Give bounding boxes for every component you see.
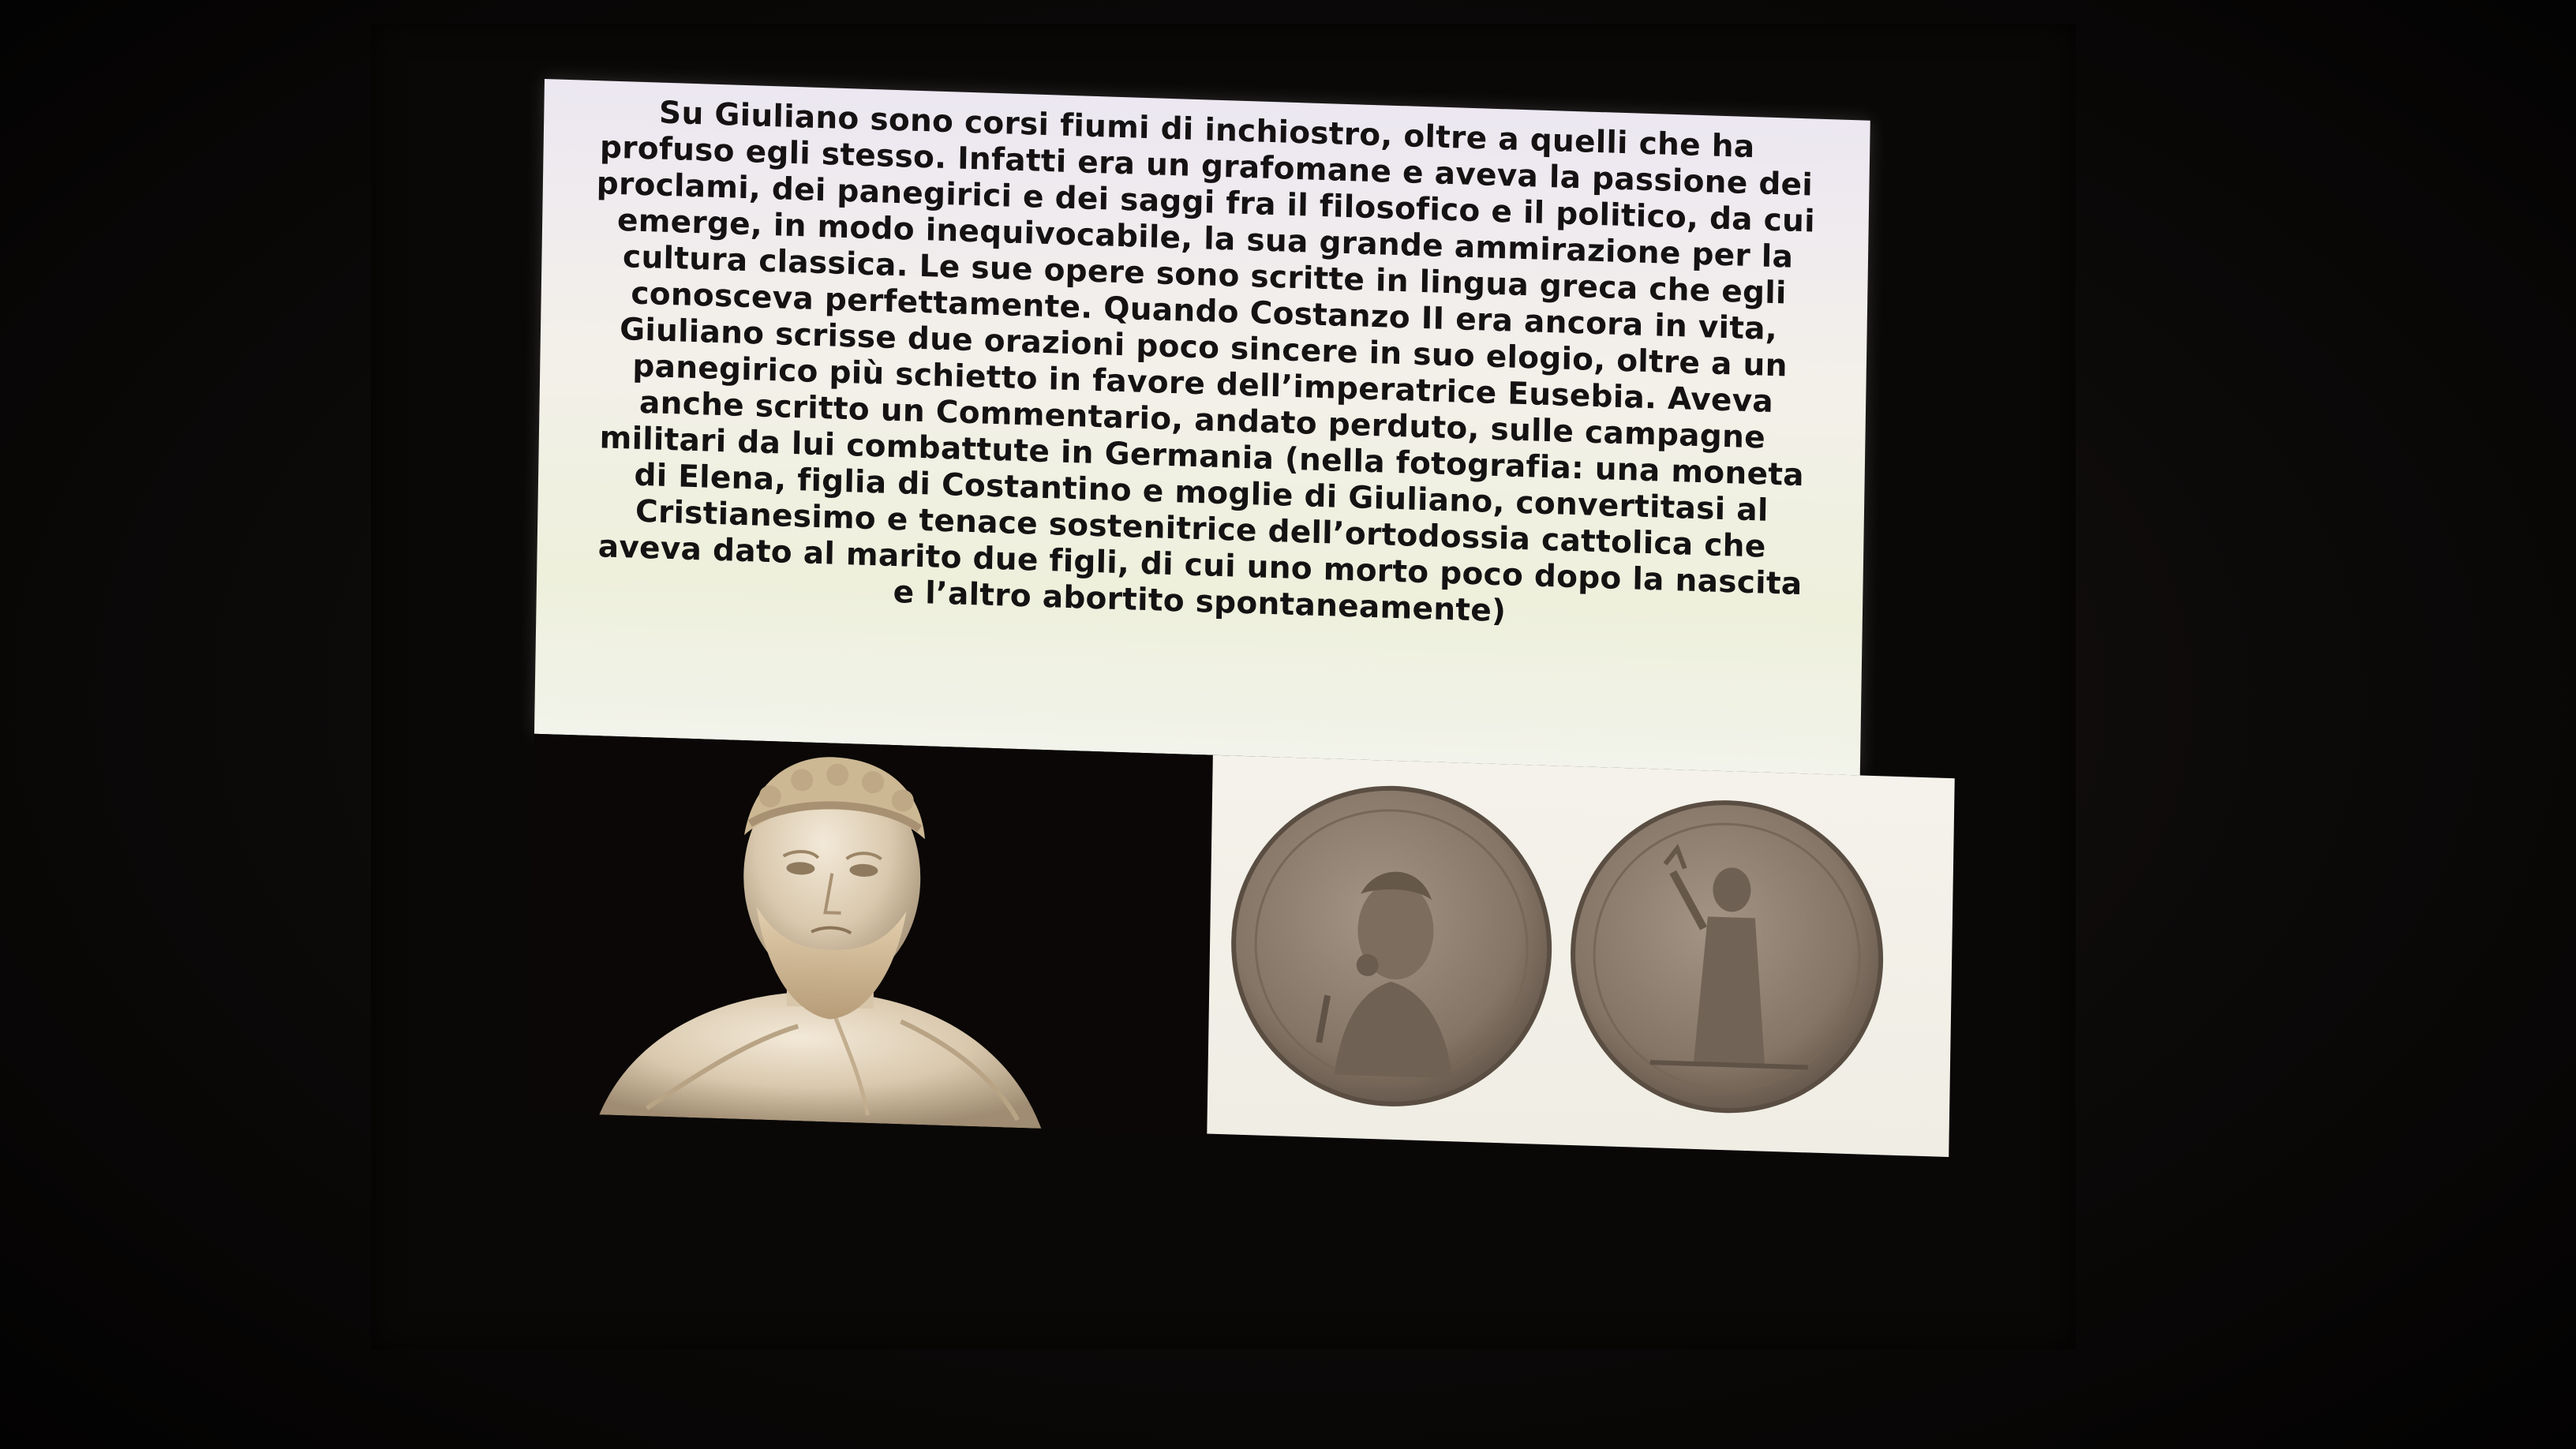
projected-slide — [528, 79, 1965, 1173]
coin-photo — [1207, 755, 1954, 1157]
coin-images — [1207, 755, 1954, 1157]
bust-photo — [528, 734, 1212, 1134]
marble-bust-image — [528, 734, 1212, 1134]
slide-body-text: Su Giuliano sono corsi fiumi di inchiostro, oltre a quelli che ha profuso egli stesso. Infatti era un grafomane e aveva la passione dei proclami, dei panegirici e dei saggi fra il filosofico e il politico, da cui emerge, in modo inequivocabile, la sua grande ammirazione per la cultura classica. Le sue opere sono scritte in lingua greca che egli conosceva perfettamente. Quando Costanzo II era ancora in vita, Giuliano scrisse due orazioni poco sincere in suo elogio, oltre a un panegirico più schietto in favore dell’imperatrice Eusebia. Aveva anche scritto un Commentario, andato perduto, sulle campagne militari da lui combattute in Germania (nella fotografia: una moneta di Elena, figlia di Costantino e moglie di Giuliano, convertitasi al Cristianesimo e tenace sostenitrice dell’ortodossia cattolica che aveva dato al marito due figli, di cui uno morto poco dopo la nascita e l’altro abortito spontaneamente) — [596, 95, 1816, 630]
coin-reverse — [1571, 798, 1883, 1115]
coin-obverse — [1231, 784, 1552, 1109]
slide-text-panel — [534, 79, 1870, 775]
